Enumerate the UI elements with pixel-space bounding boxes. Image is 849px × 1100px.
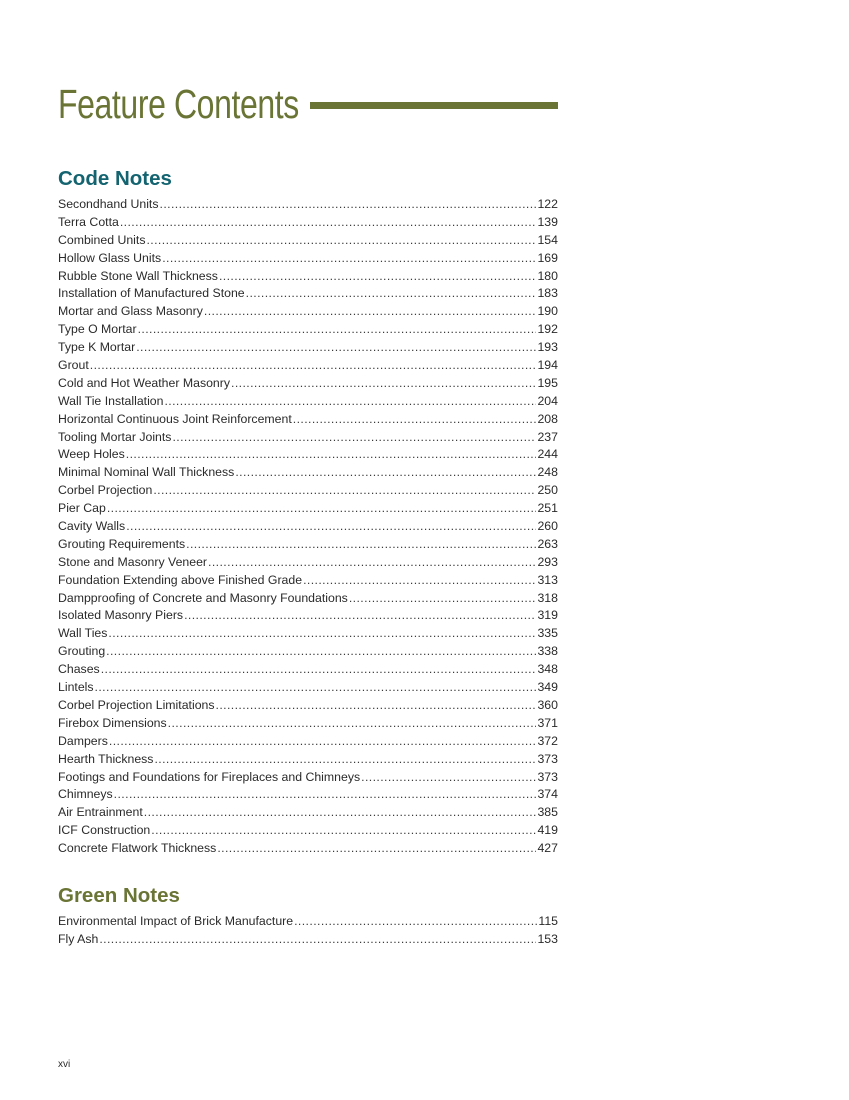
toc-entry[interactable] — [58, 786, 558, 804]
toc-entry-page-number: 313 — [537, 572, 558, 587]
toc-entry-label: Type K Mortar — [58, 340, 136, 355]
dot-leader — [303, 572, 536, 590]
dot-leader — [138, 321, 537, 339]
dot-leader — [168, 715, 537, 733]
toc-entry-page-number: 195 — [537, 375, 558, 390]
dot-leader — [109, 733, 537, 751]
dot-leader — [204, 303, 537, 321]
toc-entry[interactable] — [58, 411, 558, 429]
toc-entry-page-number: 263 — [537, 536, 558, 551]
toc-entry[interactable] — [58, 931, 558, 949]
dot-leader — [151, 822, 536, 840]
dot-leader — [361, 769, 536, 787]
toc-entry-page-number: 335 — [537, 626, 558, 641]
toc-entry[interactable] — [58, 518, 558, 536]
page-folio: xvi — [58, 1059, 71, 1070]
toc-entry[interactable] — [58, 715, 558, 733]
toc-entry-page-number: 360 — [537, 697, 558, 712]
toc-entry-label: Minimal Nominal Wall Thickness — [58, 465, 235, 480]
toc-entry-label: Corbel Projection — [58, 483, 153, 498]
title-rule-bar — [310, 102, 558, 109]
toc-entry-label: Grouting — [58, 644, 106, 659]
toc-entry-label: Cold and Hot Weather Masonry — [58, 375, 231, 390]
toc-entry-page-number: 169 — [537, 250, 558, 265]
toc-entry-page-number: 115 — [538, 914, 558, 928]
toc-entry-page-number: 154 — [537, 232, 558, 247]
toc-entry-label: Wall Ties — [58, 626, 108, 641]
toc-entry[interactable] — [58, 500, 558, 518]
code-notes-list — [58, 196, 558, 858]
code-notes-section — [58, 166, 558, 858]
toc-entry-page-number: 385 — [537, 805, 558, 820]
toc-entry[interactable] — [58, 250, 558, 268]
dot-leader — [246, 285, 537, 303]
toc-entry[interactable] — [58, 536, 558, 554]
toc-entry[interactable] — [58, 429, 558, 447]
toc-entry-page-number: 373 — [537, 769, 558, 784]
green-notes-list — [58, 913, 558, 949]
code-notes-heading: Code Notes — [58, 167, 172, 190]
toc-entry-label: Dampproofing of Concrete and Masonry Foundations — [58, 590, 348, 605]
toc-entry-page-number: 193 — [537, 340, 558, 355]
toc-entry-label: Grout — [58, 358, 89, 373]
toc-entry[interactable] — [58, 232, 558, 250]
toc-entry[interactable] — [58, 607, 558, 625]
toc-entry-label: Foundation Extending above Finished Grade — [58, 572, 303, 587]
toc-entry-label: Chimneys — [58, 787, 113, 802]
toc-entry[interactable] — [58, 321, 558, 339]
toc-entry-page-number: 374 — [537, 787, 558, 802]
toc-entry-label: Secondhand Units — [58, 197, 159, 211]
toc-entry[interactable] — [58, 196, 558, 214]
toc-entry-label: Dampers — [58, 733, 108, 748]
toc-entry-label: Footings and Foundations for Fireplaces and Chimneys — [58, 769, 361, 784]
toc-entry[interactable] — [58, 840, 558, 858]
dot-leader — [208, 554, 536, 572]
dot-leader — [235, 464, 536, 482]
toc-entry[interactable] — [58, 393, 558, 411]
toc-entry-label: Rubble Stone Wall Thickness — [58, 268, 218, 283]
toc-entry-label: Type O Mortar — [58, 322, 137, 337]
toc-entry-page-number: 319 — [537, 608, 558, 623]
toc-entry[interactable] — [58, 822, 558, 840]
toc-entry-label: Mortar and Glass Masonry — [58, 304, 203, 319]
toc-entry-page-number: 427 — [537, 841, 558, 856]
toc-entry-page-number: 338 — [537, 644, 558, 659]
dot-leader — [216, 697, 537, 715]
toc-entry-label: Installation of Manufactured Stone — [58, 286, 245, 301]
toc-entry[interactable] — [58, 913, 558, 931]
dot-leader — [106, 643, 536, 661]
toc-entry-label: Combined Units — [58, 232, 146, 247]
toc-entry-page-number: 139 — [537, 214, 558, 229]
toc-entry[interactable] — [58, 697, 558, 715]
toc-entry-label: Chases — [58, 662, 100, 677]
toc-entry-label: Stone and Masonry Veneer — [58, 554, 208, 569]
toc-entry[interactable] — [58, 643, 558, 661]
dot-leader — [114, 786, 537, 804]
dot-leader — [293, 411, 537, 429]
dot-leader — [108, 625, 536, 643]
dot-leader — [136, 339, 536, 357]
dot-leader — [120, 214, 537, 232]
toc-entry-page-number: 192 — [537, 322, 558, 337]
toc-entry-label: Fly Ash — [58, 931, 99, 946]
toc-entry-label: Concrete Flatwork Thickness — [58, 841, 217, 856]
toc-entry[interactable] — [58, 679, 558, 697]
toc-entry-page-number: 180 — [537, 268, 558, 283]
toc-entry[interactable] — [58, 804, 558, 822]
dot-leader — [219, 268, 537, 286]
toc-entry-page-number: 260 — [537, 519, 558, 534]
toc-entry-page-number: 153 — [537, 931, 558, 946]
toc-entry[interactable] — [58, 446, 558, 464]
toc-entry[interactable] — [58, 464, 558, 482]
dot-leader — [126, 518, 536, 536]
toc-entry-label: Lintels — [58, 680, 94, 695]
toc-entry-label: Horizontal Continuous Joint Reinforcement — [58, 411, 292, 426]
toc-entry[interactable] — [58, 733, 558, 751]
toc-entry[interactable] — [58, 769, 558, 787]
toc-entry-page-number: 419 — [537, 823, 558, 838]
dot-leader — [162, 250, 536, 268]
toc-entry-page-number: 251 — [537, 501, 558, 516]
dot-leader — [294, 913, 537, 931]
toc-entry-page-number: 250 — [537, 483, 558, 498]
toc-entry[interactable] — [58, 357, 558, 375]
toc-entry-page-number: 190 — [537, 304, 558, 319]
toc-entry-page-number: 371 — [537, 715, 558, 730]
dot-leader — [172, 429, 536, 447]
toc-entry-label: Isolated Masonry Piers — [58, 608, 184, 623]
toc-entry[interactable] — [58, 339, 558, 357]
page-title-row — [58, 78, 558, 130]
toc-entry-label: Hollow Glass Units — [58, 250, 162, 265]
toc-entry[interactable] — [58, 303, 558, 321]
toc-entry[interactable] — [58, 590, 558, 608]
toc-entry-label: Air Entrainment — [58, 805, 143, 820]
toc-entry-page-number: 293 — [537, 554, 558, 569]
dot-leader — [144, 804, 537, 822]
toc-entry-page-number: 183 — [537, 286, 558, 301]
toc-entry-label: Tooling Mortar Joints — [58, 429, 172, 444]
toc-entry-label: Corbel Projection Limitations — [58, 697, 215, 712]
toc-entry-page-number: 349 — [537, 680, 558, 695]
dot-leader — [146, 232, 536, 250]
toc-entry-label: ICF Construction — [58, 823, 151, 838]
dot-leader — [99, 931, 536, 949]
toc-entry-label: Hearth Thickness — [58, 751, 154, 766]
dot-leader — [231, 375, 536, 393]
toc-entry-page-number: 208 — [537, 411, 558, 426]
toc-entry-page-number: 204 — [537, 393, 558, 408]
green-notes-section — [58, 883, 558, 949]
toc-entry-page-number: 372 — [537, 733, 558, 748]
toc-entry-page-number: 248 — [537, 465, 558, 480]
toc-entry-page-number: 122 — [537, 197, 558, 211]
dot-leader — [90, 357, 537, 375]
toc-entry-label: Grouting Requirements — [58, 536, 186, 551]
toc-entry-label: Pier Cap — [58, 501, 106, 516]
dot-leader — [164, 393, 536, 411]
toc-entry-label: Cavity Walls — [58, 519, 126, 534]
dot-leader — [154, 751, 536, 769]
dot-leader — [349, 590, 537, 608]
dot-leader — [186, 536, 536, 554]
toc-entry-label: Weep Holes — [58, 447, 125, 462]
dot-leader — [95, 679, 537, 697]
toc-entry-label: Terra Cotta — [58, 214, 119, 229]
toc-entry-label: Wall Tie Installation — [58, 393, 164, 408]
page-title: Feature Contents — [58, 81, 299, 127]
toc-entry[interactable] — [58, 572, 558, 590]
dot-leader — [101, 661, 537, 679]
toc-entry[interactable] — [58, 661, 558, 679]
dot-leader — [184, 607, 536, 625]
toc-entry[interactable] — [58, 375, 558, 393]
dot-leader — [160, 196, 537, 214]
toc-entry[interactable] — [58, 482, 558, 500]
toc-entry-page-number: 244 — [537, 447, 558, 462]
toc-entry[interactable] — [58, 554, 558, 572]
toc-entry[interactable] — [58, 285, 558, 303]
dot-leader — [107, 500, 537, 518]
toc-entry[interactable] — [58, 214, 558, 232]
dot-leader — [217, 840, 536, 858]
toc-entry-page-number: 194 — [537, 358, 558, 373]
toc-entry[interactable] — [58, 268, 558, 286]
toc-entry-label: Environmental Impact of Brick Manufacture — [58, 914, 294, 928]
toc-entry-page-number: 318 — [537, 590, 558, 605]
toc-entry[interactable] — [58, 625, 558, 643]
toc-entry[interactable] — [58, 751, 558, 769]
toc-entry-label: Firebox Dimensions — [58, 715, 167, 730]
dot-leader — [126, 446, 537, 464]
toc-entry-page-number: 237 — [537, 429, 558, 444]
toc-entry-page-number: 373 — [537, 751, 558, 766]
green-notes-heading: Green Notes — [58, 884, 180, 907]
toc-entry-page-number: 348 — [537, 662, 558, 677]
dot-leader — [153, 482, 536, 500]
